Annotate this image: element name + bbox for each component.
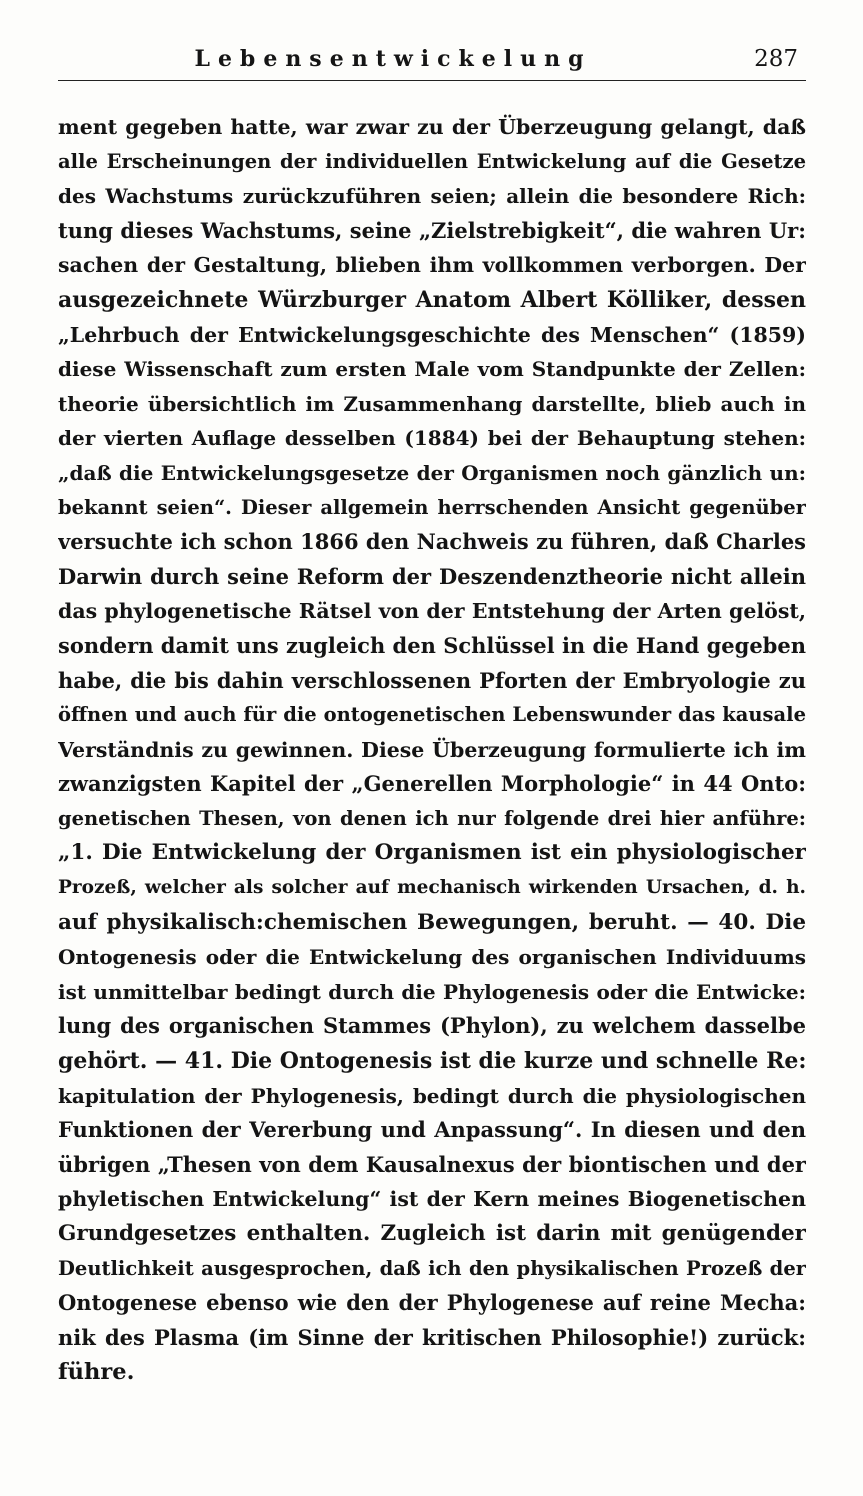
page-number: 287 [754,46,798,72]
text-line: genetischen Thesen, von denen ich nur folgende drei hier anführe: [58,806,806,830]
text-line: das phylogenetische Rätsel von der Entstehung der Arten gelöst, [58,599,806,624]
text-line: phyletischen Entwickelung“ ist der Kern meines Biogenetischen [58,1187,806,1212]
text-line: versuchte ich schon 1866 den Nachweis zu führen, daß Charles [58,529,806,555]
text-line: tung dieses Wachstums, seine „Zielstrebigkeit“, die wahren Ur: [58,217,806,243]
text-line: „daß die Entwickelungsgesetze der Organismen noch gänzlich un: [58,460,806,485]
running-head: Lebensentwickelung [194,46,592,72]
text-line: lung des organischen Stammes (Phylon), zu welchem dasselbe [58,1013,806,1039]
text-line: Funktionen der Vererbung und Anpassung“. In diesen und den [58,1117,806,1143]
text-line: sachen der Gestaltung, blieben ihm vollkommen verborgen. Der [58,253,806,278]
text-line: alle Erscheinungen der individuellen Entwickelung auf die Gesetze [58,149,806,173]
text-line: Deutlichkeit ausgesprochen, daß ich den physikalischen Prozeß der [58,1256,806,1280]
text-line: auf physikalisch:chemischen Bewegungen, beruht. — 40. Die [58,909,806,935]
text-line: Ontogenesis oder die Entwickelung des organischen Individuums [58,945,806,970]
text-line: „Lehrbuch der Entwickelungsgeschichte des Menschen“ (1859) [58,322,806,347]
text-line: ment gegeben hatte, war zwar zu der Überzeugung gelangt, daß [58,115,806,139]
body-text [58,110,806,1390]
text-line: ausgezeichnete Würzburger Anatom Albert Kölliker, dessen [58,286,806,313]
text-line: „1. Die Entwickelung der Organismen ist ein physiologischer [58,840,806,866]
text-line: diese Wissenschaft zum ersten Male vom Standpunkte der Zellen: [58,357,806,382]
text-line: Ontogenese ebenso wie den der Phylogenese auf reine Mecha: [58,1290,806,1316]
text-line: des Wachstums zurückzuführen seien; allein die besondere Rich: [58,184,806,209]
text-line: ist unmittelbar bedingt durch die Phylogenesis oder die Entwicke: [58,979,806,1004]
page-header [58,44,806,80]
header-rule [58,80,806,81]
text-line: zwanzigsten Kapitel der „Generellen Morphologie“ in 44 Onto: [58,771,806,797]
text-line: theorie übersichtlich im Zusammenhang darstellte, blieb auch in [58,391,806,416]
text-line: nik des Plasma (im Sinne der kritischen Philosophie!) zurück: [58,1324,806,1350]
text-line: kapitulation der Phylogenesis, bedingt durch die physiologischen [58,1083,806,1108]
text-line: gehört. — 41. Die Ontogenesis ist die kurze und schnelle Re: [58,1048,806,1075]
text-line: habe, die bis dahin verschlossenen Pforten der Embryologie zu [58,667,806,693]
text-line: bekannt seien“. Dieser allgemein herrschenden Ansicht gegenüber [58,495,806,519]
text-line: führe. [58,1359,135,1386]
text-line: Grundgesetzes enthalten. Zugleich ist darin mit genügender [58,1221,806,1246]
text-line: Prozeß, welcher als solcher auf mechanisch wirkenden Ursachen, d. h. [58,877,806,899]
text-line: öffnen und auch für die ontogenetischen Lebenswunder das kausale [58,703,806,727]
text-line: sondern damit uns zugleich den Schlüssel in die Hand gegeben [58,632,806,658]
text-line: übrigen „Thesen von dem Kausalnexus der biontischen und der [58,1151,806,1177]
text-line: Darwin durch seine Reform der Deszendenztheorie nicht allein [58,563,806,589]
text-line: Verständnis zu gewinnen. Diese Überzeugung formulierte ich im [58,737,806,762]
text-line: der vierten Auflage desselben (1884) bei der Behauptung stehen: [58,426,806,451]
